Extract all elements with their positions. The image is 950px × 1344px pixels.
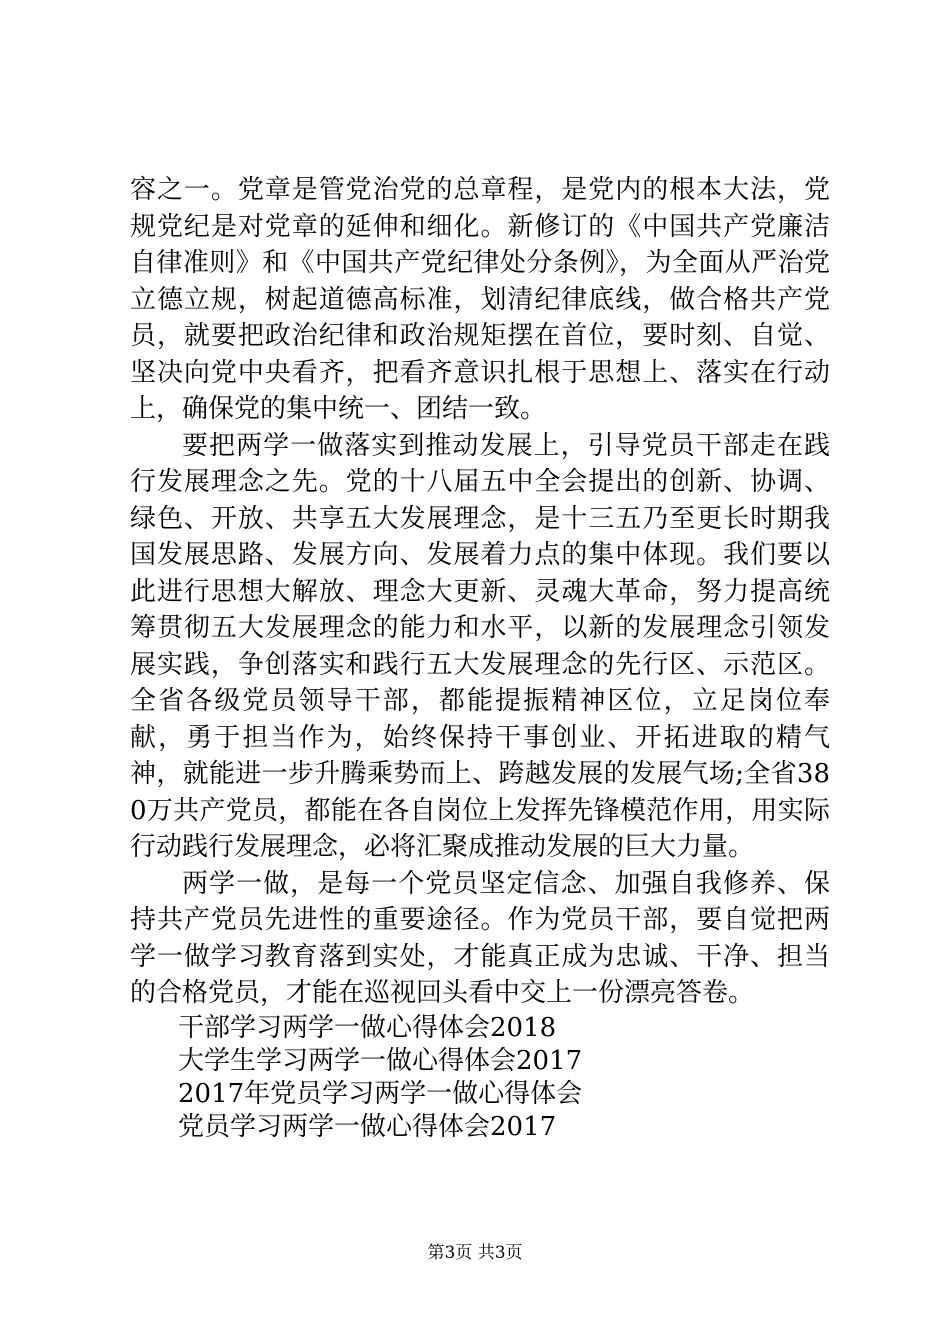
related-link[interactable]: 2017年党员学习两学一做心得体会 bbox=[178, 1078, 583, 1109]
related-link[interactable]: 干部学习两学一做心得体会2018 bbox=[178, 1012, 557, 1043]
paragraph-development: 要把两学一做落实到推动发展上，引导党员干部走在践行发展理念之先。党的十八届五中全会提出的创新、协调、绿色、开放、共享五大发展理念，是十三五乃至更长时期我国发展思路、发展方向、发展着力点的集中体现。我们要以此进行思想大解放、理念大更新、灵魂大革命，努力提高统筹贯彻五大发展理念的能力和水平，以新的发展理念引领发展实践，争创落实和践行五大发展理念的先行区、示范区。全省各级党员领导干部，都能提振精神区位，立足岗位奉献，勇于担当作为，始终保持干事创业、开拓进取的精气神，就能进一步升腾乘势而上、跨越发展的发展气场;全省380万共产党员，都能在各自岗位上发挥先锋模范作用，用实际行动践行发展理念，必将汇聚成推动发展的巨大力量。 bbox=[130, 430, 830, 862]
paragraph-continued: 容之一。党章是管党治党的总章程，是党内的根本大法，党规党纪是对党章的延伸和细化。新修订的《中国共产党廉洁自律准则》和《中国共产党纪律处分条例》，为全面从严治党立德立规，树起道德高标准，划清纪律底线，做合格共产党员，就要把政治纪律和政治规矩摆在首位，要时刻、自觉、坚决向党中央看齐，把看齐意识扎根于思想上、落实在行动上，确保党的集中统一、团结一致。 bbox=[130, 175, 830, 424]
document-body bbox=[130, 172, 830, 1144]
paragraph-conclusion: 两学一做，是每一个党员坚定信念、加强自我修养、保持共产党员先进性的重要途径。作为党员干部，要自觉把两学一做学习教育落到实处，才能真正成为忠诚、干净、担当的合格党员，才能在巡视回头看中交上一份漂亮答卷。 bbox=[130, 868, 830, 1008]
page-number-footer: 第3页 共3页 bbox=[427, 1243, 523, 1263]
related-links-list bbox=[130, 1012, 830, 1144]
related-link[interactable]: 党员学习两学一做心得体会2017 bbox=[178, 1111, 557, 1142]
related-link[interactable]: 大学生学习两学一做心得体会2017 bbox=[178, 1045, 583, 1076]
